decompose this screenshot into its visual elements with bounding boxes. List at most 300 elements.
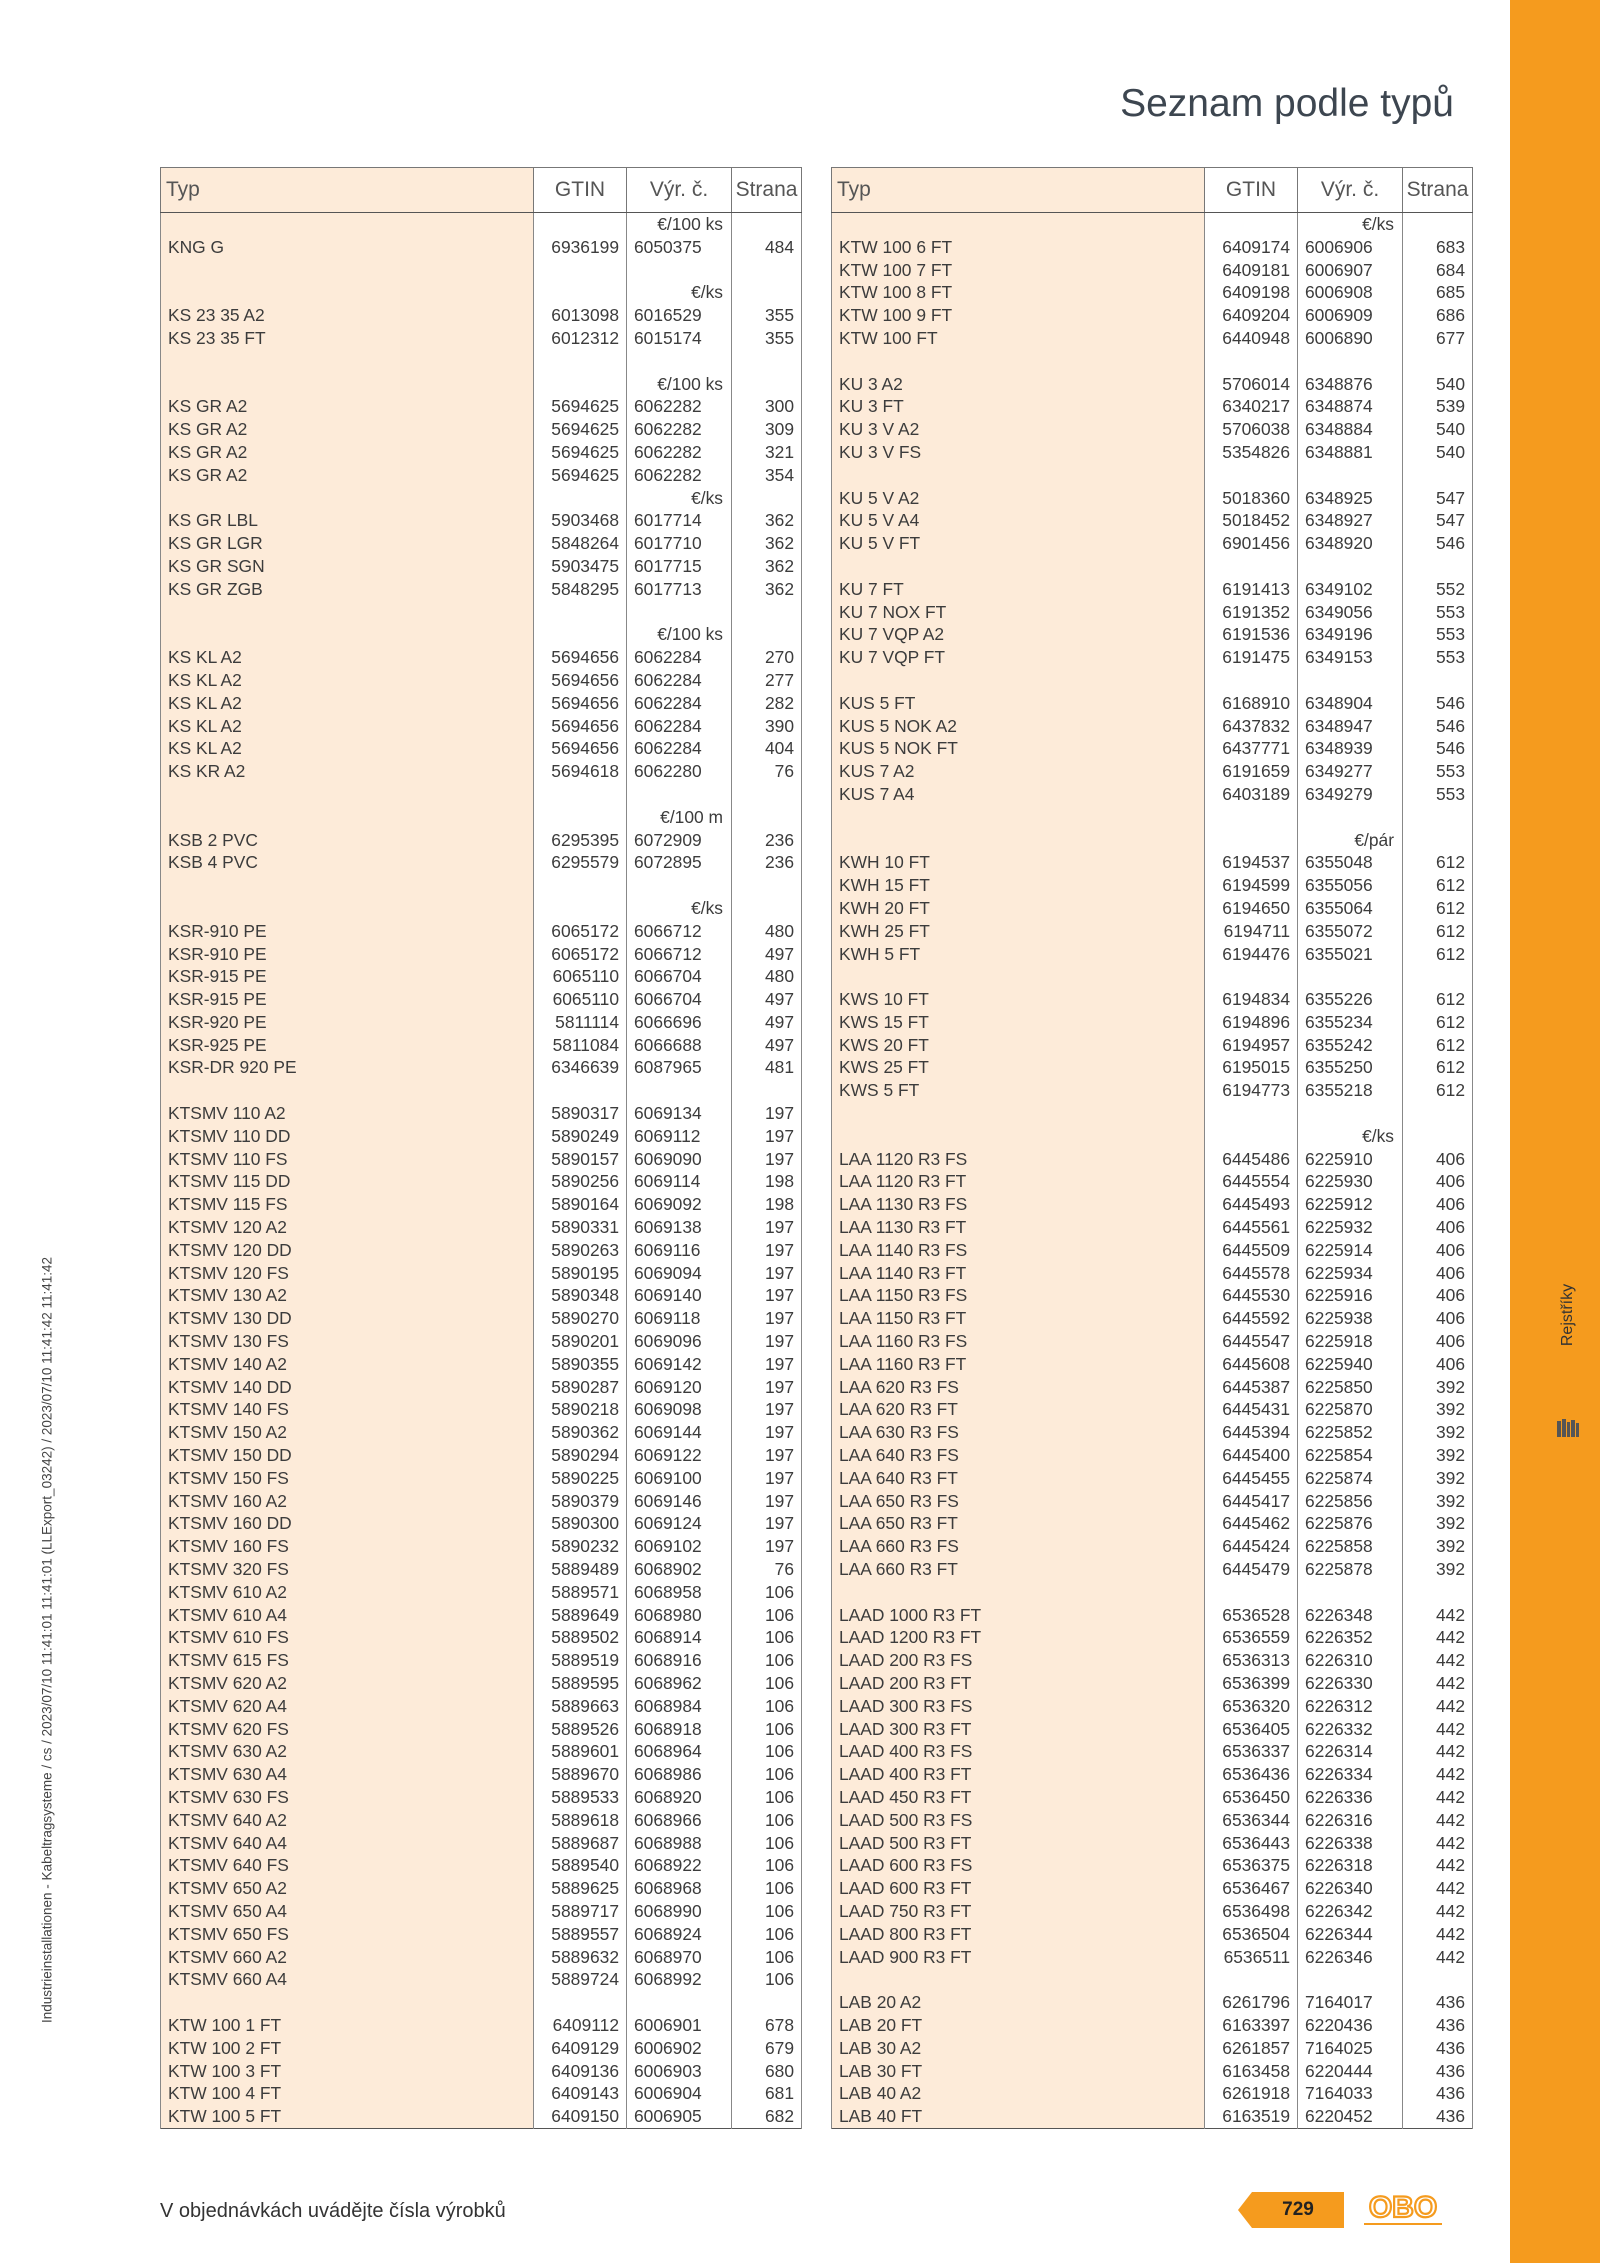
cell-typ: KTW 100 8 FT <box>832 281 1205 304</box>
cell-typ: KTSMV 160 DD <box>161 1512 534 1535</box>
cell-gtin: 6163397 <box>1205 2014 1298 2037</box>
price-unit-label: €/ks <box>627 281 732 304</box>
cell-strana: 198 <box>732 1170 802 1193</box>
cell-typ: KTSMV 120 DD <box>161 1239 534 1262</box>
cell-typ: LAAD 800 R3 FT <box>832 1923 1205 1946</box>
cell-strana: 442 <box>1403 1695 1473 1718</box>
cell-gtin: 5890201 <box>534 1330 627 1353</box>
cell-strana: 106 <box>732 1695 802 1718</box>
empty-cell <box>1403 350 1473 373</box>
cell-typ: KS GR A2 <box>161 464 534 487</box>
table-row <box>832 1718 1473 1741</box>
empty-cell <box>534 897 627 920</box>
cell-vyr: 6355064 <box>1298 897 1403 920</box>
cell-vyr: 6068968 <box>627 1877 732 1900</box>
cell-strana: 547 <box>1403 509 1473 532</box>
spacer-row <box>832 350 1473 373</box>
cell-typ: LAAD 600 R3 FS <box>832 1854 1205 1877</box>
cell-typ: KTW 100 6 FT <box>832 236 1205 259</box>
cell-typ: KS GR A2 <box>161 441 534 464</box>
cell-typ: LAAD 500 R3 FS <box>832 1809 1205 1832</box>
cell-typ: KTSMV 610 A4 <box>161 1604 534 1627</box>
cell-vyr: 6072895 <box>627 851 732 874</box>
empty-cell <box>832 965 1205 988</box>
cell-typ: KTW 100 5 FT <box>161 2105 534 2128</box>
cell-vyr: 6068916 <box>627 1649 732 1672</box>
empty-cell <box>1205 555 1298 578</box>
table-row <box>832 692 1473 715</box>
empty-cell <box>732 806 802 829</box>
cell-typ: LAA 1150 R3 FS <box>832 1284 1205 1307</box>
cell-gtin: 6445547 <box>1205 1330 1298 1353</box>
table-row <box>161 1490 802 1513</box>
table-row <box>161 1695 802 1718</box>
empty-cell <box>1403 1581 1473 1604</box>
cell-typ: KWH 10 FT <box>832 851 1205 874</box>
table-row <box>832 259 1473 282</box>
cell-typ: KTSMV 660 A2 <box>161 1946 534 1969</box>
cell-gtin: 6409136 <box>534 2060 627 2083</box>
cell-gtin: 6445400 <box>1205 1444 1298 1467</box>
cell-vyr: 6069140 <box>627 1284 732 1307</box>
table-row <box>832 1786 1473 1809</box>
cell-vyr: 6226336 <box>1298 1786 1403 1809</box>
cell-strana: 677 <box>1403 327 1473 350</box>
cell-typ: KTSMV 150 A2 <box>161 1421 534 1444</box>
cell-gtin: 6536320 <box>1205 1695 1298 1718</box>
cell-gtin: 5889502 <box>534 1626 627 1649</box>
empty-cell <box>832 464 1205 487</box>
cell-typ: KTW 100 3 FT <box>161 2060 534 2083</box>
cell-vyr: 6226348 <box>1298 1604 1403 1627</box>
cell-vyr: 6069124 <box>627 1512 732 1535</box>
empty-cell <box>627 783 732 806</box>
spacer-row <box>161 783 802 806</box>
table-row <box>832 1353 1473 1376</box>
cell-typ: KU 5 V FT <box>832 532 1205 555</box>
cell-vyr: 6062284 <box>627 692 732 715</box>
empty-cell <box>161 601 534 624</box>
table-row <box>161 1763 802 1786</box>
table-row <box>161 1946 802 1969</box>
cell-gtin: 5889540 <box>534 1854 627 1877</box>
cell-gtin: 6261796 <box>1205 1991 1298 2014</box>
cell-gtin: 6536498 <box>1205 1900 1298 1923</box>
cell-vyr: 6348927 <box>1298 509 1403 532</box>
cell-gtin: 6445486 <box>1205 1148 1298 1171</box>
cell-typ: KTSMV 130 DD <box>161 1307 534 1330</box>
cell-typ: LAA 1120 R3 FT <box>832 1170 1205 1193</box>
cell-typ: KTSMV 630 FS <box>161 1786 534 1809</box>
empty-cell <box>1205 965 1298 988</box>
table-row <box>161 1262 802 1285</box>
cell-strana: 442 <box>1403 1604 1473 1627</box>
cell-strana: 436 <box>1403 1991 1473 2014</box>
cell-typ: KS 23 35 FT <box>161 327 534 350</box>
price-unit-label: €/ks <box>1298 213 1403 236</box>
cell-typ: KTSMV 650 FS <box>161 1923 534 1946</box>
cell-gtin: 5890270 <box>534 1307 627 1330</box>
empty-cell <box>832 350 1205 373</box>
cell-gtin: 6901456 <box>1205 532 1298 555</box>
cell-vyr: 6062280 <box>627 760 732 783</box>
cell-vyr: 6225858 <box>1298 1535 1403 1558</box>
table-header-row <box>832 168 1473 213</box>
cell-gtin: 5694656 <box>534 715 627 738</box>
table-row <box>161 1102 802 1125</box>
export-metadata: Industrieinstallationen - Kabeltragsysteme / cs / 2023/07/10 11:41:01 11:41:01 (LLExport_03242) / 2023/07/10 11:41:42 11:41:42 <box>39 1256 55 2024</box>
cell-gtin: 5889526 <box>534 1718 627 1741</box>
empty-cell <box>832 213 1205 236</box>
cell-typ: KS GR LBL <box>161 509 534 532</box>
cell-typ: LAA 1130 R3 FS <box>832 1193 1205 1216</box>
index-sidebar <box>1510 0 1600 2263</box>
table-row <box>832 646 1473 669</box>
table-row <box>832 1923 1473 1946</box>
empty-cell <box>534 350 627 373</box>
cell-gtin: 6445578 <box>1205 1262 1298 1285</box>
cell-gtin: 6194537 <box>1205 851 1298 874</box>
cell-typ: KTSMV 150 FS <box>161 1467 534 1490</box>
cell-gtin: 5889717 <box>534 1900 627 1923</box>
cell-typ: KTW 100 7 FT <box>832 259 1205 282</box>
cell-vyr: 6062282 <box>627 395 732 418</box>
table-row <box>832 1444 1473 1467</box>
cell-gtin: 5889519 <box>534 1649 627 1672</box>
table-row <box>832 1900 1473 1923</box>
empty-cell <box>1403 806 1473 829</box>
cell-vyr: 6225912 <box>1298 1193 1403 1216</box>
empty-cell <box>732 213 802 236</box>
cell-strana: 546 <box>1403 715 1473 738</box>
cell-gtin: 5694625 <box>534 464 627 487</box>
cell-typ: KS KL A2 <box>161 646 534 669</box>
table-row <box>832 1558 1473 1581</box>
table-row <box>161 1581 802 1604</box>
cell-strana: 106 <box>732 1672 802 1695</box>
cell-vyr: 6017714 <box>627 509 732 532</box>
cell-strana: 406 <box>1403 1353 1473 1376</box>
table-row <box>832 1604 1473 1627</box>
cell-gtin: 6168910 <box>1205 692 1298 715</box>
empty-cell <box>627 1991 732 2014</box>
price-unit-row <box>161 281 802 304</box>
cell-gtin: 6409143 <box>534 2082 627 2105</box>
spacer-row <box>832 555 1473 578</box>
cell-typ: KTSMV 640 A4 <box>161 1832 534 1855</box>
cell-vyr: 6226316 <box>1298 1809 1403 1832</box>
table-row <box>161 1148 802 1171</box>
cell-strana: 197 <box>732 1535 802 1558</box>
cell-gtin: 6194773 <box>1205 1079 1298 1102</box>
cell-strana: 683 <box>1403 236 1473 259</box>
cell-gtin: 6445608 <box>1205 1353 1298 1376</box>
cell-strana: 546 <box>1403 532 1473 555</box>
cell-gtin: 6536399 <box>1205 1672 1298 1695</box>
cell-typ: KNG G <box>161 236 534 259</box>
cell-vyr: 6017715 <box>627 555 732 578</box>
cell-vyr: 6069118 <box>627 1307 732 1330</box>
cell-strana: 197 <box>732 1330 802 1353</box>
table-row <box>832 487 1473 510</box>
cell-vyr: 6348939 <box>1298 737 1403 760</box>
cell-vyr: 6062282 <box>627 441 732 464</box>
spacer-row <box>161 601 802 624</box>
cell-vyr: 6349196 <box>1298 623 1403 646</box>
cell-gtin: 6295579 <box>534 851 627 874</box>
table-row <box>832 1763 1473 1786</box>
cell-typ: KU 3 FT <box>832 395 1205 418</box>
table-row <box>161 1284 802 1307</box>
cell-typ: KTSMV 640 FS <box>161 1854 534 1877</box>
table-row <box>161 2060 802 2083</box>
cell-vyr: 6348920 <box>1298 532 1403 555</box>
table-row <box>832 1376 1473 1399</box>
cell-strana: 270 <box>732 646 802 669</box>
table-row <box>161 1649 802 1672</box>
spacer-row <box>832 669 1473 692</box>
table-body-right <box>832 213 1473 2129</box>
cell-gtin: 5889489 <box>534 1558 627 1581</box>
cell-typ: LAA 620 R3 FT <box>832 1398 1205 1421</box>
empty-cell <box>1205 806 1298 829</box>
cell-strana: 497 <box>732 1034 802 1057</box>
cell-strana: 362 <box>732 555 802 578</box>
cell-strana: 681 <box>732 2082 802 2105</box>
cell-strana: 539 <box>1403 395 1473 418</box>
cell-gtin: 6409204 <box>1205 304 1298 327</box>
cell-vyr: 7164033 <box>1298 2082 1403 2105</box>
spacer-row <box>832 1968 1473 1991</box>
cell-gtin: 6163519 <box>1205 2105 1298 2128</box>
cell-gtin: 6440948 <box>1205 327 1298 350</box>
cell-gtin: 5890157 <box>534 1148 627 1171</box>
cell-gtin: 5890249 <box>534 1125 627 1148</box>
cell-vyr: 6069142 <box>627 1353 732 1376</box>
cell-vyr: 6062282 <box>627 418 732 441</box>
empty-cell <box>732 601 802 624</box>
header-gtin: GTIN <box>1205 168 1298 213</box>
cell-vyr: 6069134 <box>627 1102 732 1125</box>
cell-vyr: 6072909 <box>627 829 732 852</box>
table-row <box>832 2037 1473 2060</box>
cell-typ: KTSMV 660 A4 <box>161 1968 534 1991</box>
empty-cell <box>732 874 802 897</box>
cell-typ: KTSMV 650 A2 <box>161 1877 534 1900</box>
price-unit-label: €/ks <box>627 897 732 920</box>
table-row <box>832 327 1473 350</box>
cell-strana: 442 <box>1403 1854 1473 1877</box>
table-row <box>832 1991 1473 2014</box>
cell-typ: KSR-915 PE <box>161 965 534 988</box>
cell-vyr: 6068992 <box>627 1968 732 1991</box>
catalog-books-icon <box>1556 1418 1580 1438</box>
empty-cell <box>627 1079 732 1102</box>
cell-vyr: 6006890 <box>1298 327 1403 350</box>
table-row <box>161 1011 802 1034</box>
cell-vyr: 6226334 <box>1298 1763 1403 1786</box>
empty-cell <box>161 783 534 806</box>
cell-vyr: 6355242 <box>1298 1034 1403 1057</box>
table-row <box>832 1034 1473 1057</box>
cell-vyr: 6355021 <box>1298 943 1403 966</box>
cell-vyr: 6069116 <box>627 1239 732 1262</box>
cell-vyr: 6017713 <box>627 578 732 601</box>
cell-vyr: 6068970 <box>627 1946 732 1969</box>
cell-gtin: 5811084 <box>534 1034 627 1057</box>
cell-strana: 282 <box>732 692 802 715</box>
cell-vyr: 6066712 <box>627 943 732 966</box>
table-row <box>161 829 802 852</box>
price-unit-row <box>161 373 802 396</box>
cell-typ: KS KL A2 <box>161 737 534 760</box>
empty-cell <box>1403 669 1473 692</box>
cell-gtin: 5890287 <box>534 1376 627 1399</box>
cell-typ: KTSMV 110 FS <box>161 1148 534 1171</box>
cell-vyr: 6225914 <box>1298 1239 1403 1262</box>
table-row <box>832 1512 1473 1535</box>
cell-typ: KWH 20 FT <box>832 897 1205 920</box>
cell-strana: 197 <box>732 1421 802 1444</box>
table-row <box>832 601 1473 624</box>
cell-vyr: 6225878 <box>1298 1558 1403 1581</box>
cell-typ: LAA 660 R3 FS <box>832 1535 1205 1558</box>
cell-gtin: 6065110 <box>534 965 627 988</box>
cell-typ: KS GR SGN <box>161 555 534 578</box>
cell-strana: 392 <box>1403 1467 1473 1490</box>
cell-strana: 686 <box>1403 304 1473 327</box>
cell-vyr: 6066712 <box>627 920 732 943</box>
page-title: Seznam podle typů <box>1120 82 1454 125</box>
cell-vyr: 6069102 <box>627 1535 732 1558</box>
table-row <box>832 988 1473 1011</box>
obo-logo <box>1362 2190 1444 2226</box>
cell-gtin: 6445530 <box>1205 1284 1298 1307</box>
cell-strana: 390 <box>732 715 802 738</box>
table-row <box>832 395 1473 418</box>
cell-strana: 106 <box>732 1718 802 1741</box>
cell-strana: 106 <box>732 1763 802 1786</box>
table-header-row <box>161 168 802 213</box>
cell-typ: LAB 20 FT <box>832 2014 1205 2037</box>
empty-cell <box>1205 669 1298 692</box>
cell-strana: 442 <box>1403 1672 1473 1695</box>
table-row <box>832 373 1473 396</box>
cell-gtin: 5889625 <box>534 1877 627 1900</box>
cell-typ: KU 5 V A4 <box>832 509 1205 532</box>
cell-strana: 354 <box>732 464 802 487</box>
cell-strana: 197 <box>732 1512 802 1535</box>
table-row <box>832 236 1473 259</box>
empty-cell <box>1403 1125 1473 1148</box>
cell-vyr: 6068990 <box>627 1900 732 1923</box>
index-section-label[interactable]: Rejstříky <box>1559 1283 1576 1347</box>
empty-cell <box>1298 669 1403 692</box>
cell-gtin: 6195015 <box>1205 1056 1298 1079</box>
cell-strana: 198 <box>732 1193 802 1216</box>
header-gtin: GTIN <box>534 168 627 213</box>
cell-typ: LAA 1140 R3 FS <box>832 1239 1205 1262</box>
empty-cell <box>161 350 534 373</box>
cell-typ: KTSMV 620 A2 <box>161 1672 534 1695</box>
table-row <box>161 2082 802 2105</box>
table-row <box>161 441 802 464</box>
cell-gtin: 6409174 <box>1205 236 1298 259</box>
cell-typ: KS KL A2 <box>161 715 534 738</box>
cell-gtin: 6445417 <box>1205 1490 1298 1513</box>
cell-typ: KS KL A2 <box>161 669 534 692</box>
cell-vyr: 6355072 <box>1298 920 1403 943</box>
cell-strana: 612 <box>1403 1056 1473 1079</box>
cell-vyr: 6062284 <box>627 715 732 738</box>
cell-typ: LAA 1160 R3 FS <box>832 1330 1205 1353</box>
cell-vyr: 6225938 <box>1298 1307 1403 1330</box>
cell-vyr: 6068962 <box>627 1672 732 1695</box>
empty-cell <box>161 874 534 897</box>
cell-gtin: 5889649 <box>534 1604 627 1627</box>
cell-typ: KU 7 NOX FT <box>832 601 1205 624</box>
cell-gtin: 6409150 <box>534 2105 627 2128</box>
price-unit-label: €/100 m <box>627 806 732 829</box>
cell-gtin: 6194834 <box>1205 988 1298 1011</box>
table-row <box>161 760 802 783</box>
cell-gtin: 6445479 <box>1205 1558 1298 1581</box>
table-row <box>161 1535 802 1558</box>
cell-typ: KU 7 FT <box>832 578 1205 601</box>
cell-gtin: 6445431 <box>1205 1398 1298 1421</box>
empty-cell <box>627 259 732 282</box>
table-row <box>832 1877 1473 1900</box>
cell-gtin: 6536405 <box>1205 1718 1298 1741</box>
empty-cell <box>627 601 732 624</box>
cell-gtin: 5889670 <box>534 1763 627 1786</box>
table-row <box>161 988 802 1011</box>
empty-cell <box>1403 464 1473 487</box>
cell-typ: KTW 100 9 FT <box>832 304 1205 327</box>
cell-strana: 678 <box>732 2014 802 2037</box>
empty-cell <box>1298 464 1403 487</box>
cell-gtin: 5848295 <box>534 578 627 601</box>
empty-cell <box>534 1991 627 2014</box>
cell-strana: 355 <box>732 327 802 350</box>
price-unit-row <box>161 897 802 920</box>
cell-vyr: 6225852 <box>1298 1421 1403 1444</box>
cell-gtin: 6409198 <box>1205 281 1298 304</box>
cell-typ: KU 3 V FS <box>832 441 1205 464</box>
cell-vyr: 6068986 <box>627 1763 732 1786</box>
cell-strana: 406 <box>1403 1307 1473 1330</box>
cell-vyr: 6069096 <box>627 1330 732 1353</box>
cell-strana: 197 <box>732 1444 802 1467</box>
cell-strana: 309 <box>732 418 802 441</box>
header-strana: Strana <box>1403 168 1473 213</box>
table-row <box>832 1170 1473 1193</box>
cell-typ: KU 5 V A2 <box>832 487 1205 510</box>
cell-typ: KTSMV 110 DD <box>161 1125 534 1148</box>
cell-vyr: 6220436 <box>1298 2014 1403 2037</box>
empty-cell <box>832 1102 1205 1125</box>
empty-cell <box>732 623 802 646</box>
empty-cell <box>534 259 627 282</box>
header-typ: Typ <box>161 168 534 213</box>
empty-cell <box>832 1581 1205 1604</box>
table-row <box>832 1809 1473 1832</box>
cell-gtin: 6445592 <box>1205 1307 1298 1330</box>
empty-cell <box>161 213 534 236</box>
cell-typ: LAB 30 FT <box>832 2060 1205 2083</box>
cell-gtin: 6012312 <box>534 327 627 350</box>
cell-typ: KS GR A2 <box>161 395 534 418</box>
